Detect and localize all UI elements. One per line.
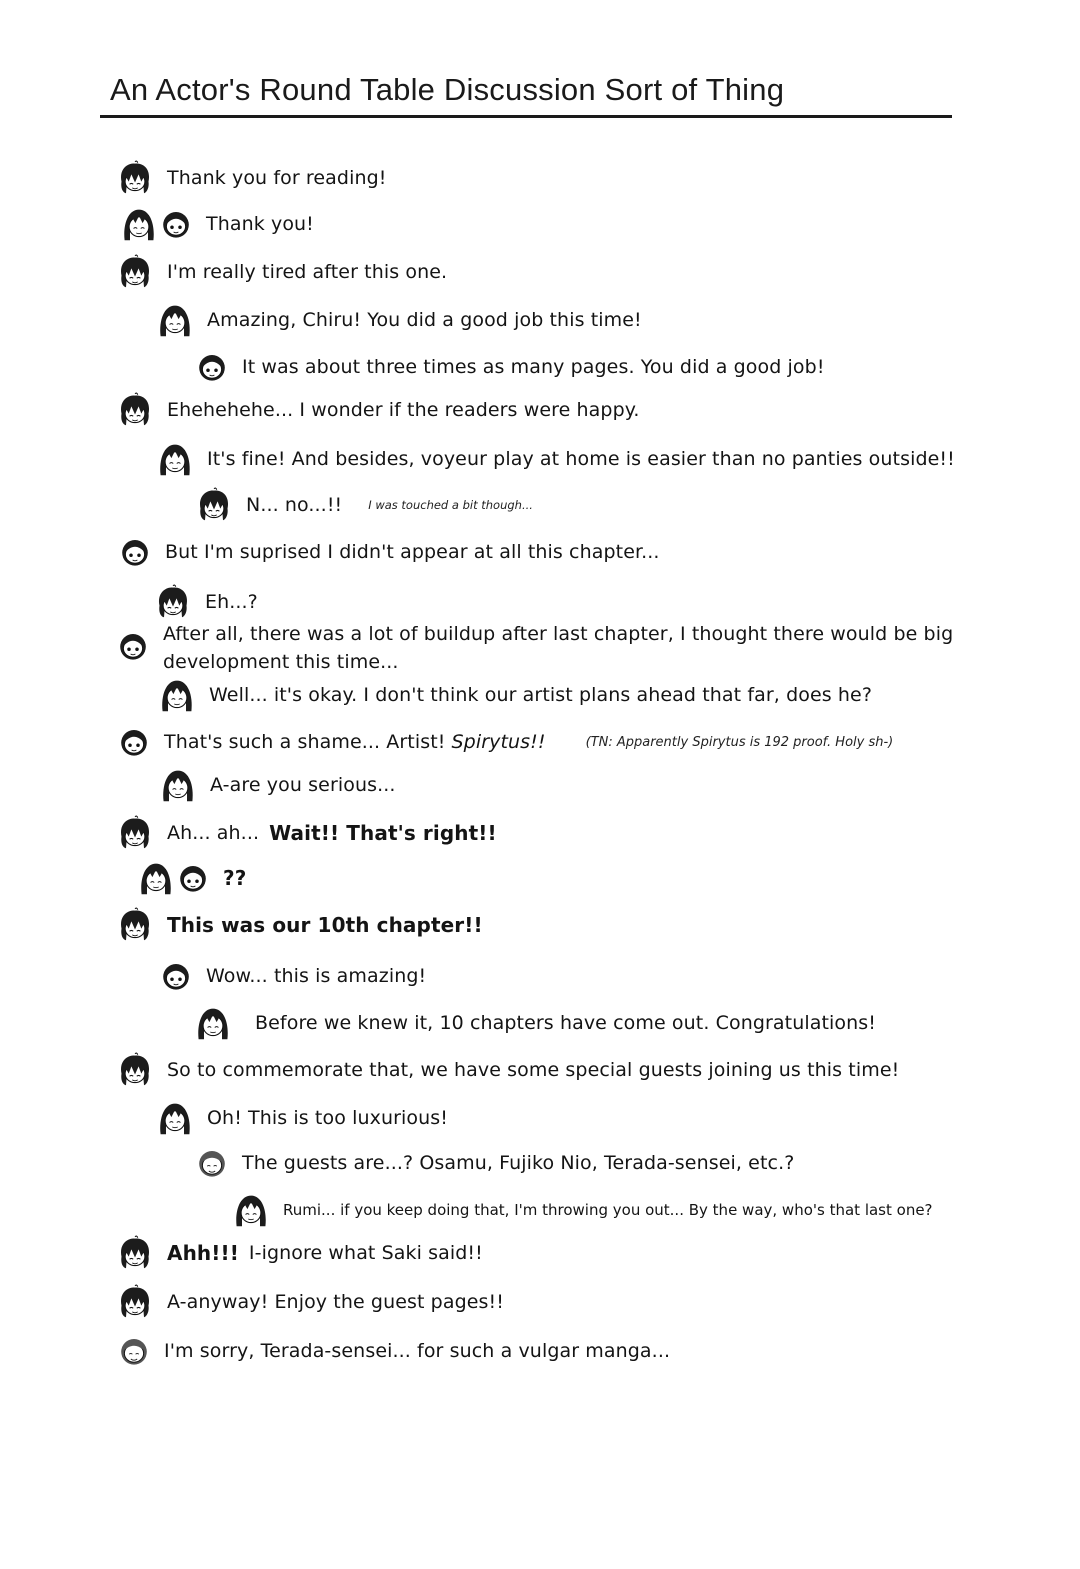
dialogue-aside: I was touched a bit though... bbox=[368, 498, 533, 512]
dialogue-text: Amazing, Chiru! You did a good job this time! bbox=[207, 309, 642, 331]
dialogue-line bbox=[118, 1335, 670, 1367]
dialogue-text: Thank you for reading! bbox=[167, 167, 387, 189]
dialogue-line bbox=[196, 1147, 794, 1179]
dialogue-line bbox=[157, 1100, 448, 1136]
dialogue-line bbox=[117, 907, 483, 943]
long-hair-girl-face-icon bbox=[157, 1100, 193, 1136]
round-face-girl-icon bbox=[117, 630, 149, 662]
chiru-face-icon bbox=[117, 392, 153, 428]
long-hair-girl-face-icon bbox=[157, 302, 193, 338]
dialogue-text: After all, there was a lot of buildup after last chapter, I thought there would be big development this time... bbox=[163, 623, 954, 673]
dialogue-text: Oh! This is too luxurious! bbox=[207, 1107, 448, 1129]
chiru-face-icon bbox=[117, 254, 153, 290]
page-title: An Actor's Round Table Discussion Sort of Thing bbox=[110, 72, 785, 107]
dialogue-line bbox=[160, 767, 396, 803]
dialogue-text: Before we knew it, 10 chapters have come out. Congratulations! bbox=[255, 1012, 876, 1034]
title-underline bbox=[100, 115, 952, 118]
dialogue-text: That's such a shame... Artist! bbox=[164, 731, 446, 753]
long-hair-girl-face-icon bbox=[195, 1005, 231, 1041]
dialogue-text: This was our 10th chapter!! bbox=[167, 913, 483, 937]
dialogue-line bbox=[117, 1052, 899, 1088]
dialogue-emphasis: Ahh!!! bbox=[167, 1241, 239, 1265]
gray-hair-girl-face-icon bbox=[196, 1147, 228, 1179]
chiru-face-icon bbox=[117, 1052, 153, 1088]
long-hair-girl-face-icon bbox=[157, 441, 193, 477]
dialogue-text: Rumi... if you keep doing that, I'm throwing you out... By the way, who's that last one? bbox=[283, 1201, 933, 1219]
dialogue-line bbox=[233, 1192, 933, 1228]
dialogue-line bbox=[117, 254, 447, 290]
dialogue-text: The guests are...? Osamu, Fujiko Nio, Terada-sensei, etc.? bbox=[242, 1152, 795, 1174]
dialogue-text: I-ignore what Saki said!! bbox=[248, 1242, 483, 1264]
dialogue-text: Ehehehehe... I wonder if the readers were happy. bbox=[167, 399, 640, 421]
dialogue-text: A-anyway! Enjoy the guest pages!! bbox=[167, 1291, 504, 1313]
dialogue-line bbox=[117, 392, 640, 428]
dialogue-text: ?? bbox=[223, 866, 247, 890]
dialogue-text: It's fine! And besides, voyeur play at home is easier than no panties outside!! bbox=[207, 448, 955, 470]
long-hair-girl-face-icon bbox=[159, 677, 195, 713]
dialogue-text: Wow... this is amazing! bbox=[206, 965, 427, 987]
dialogue-line bbox=[155, 584, 258, 620]
dialogue-text: Well... it's okay. I don't think our artist plans ahead that far, does he? bbox=[209, 684, 873, 706]
round-face-girl-icon bbox=[118, 726, 150, 758]
translator-note: (TN: Apparently Spirytus is 192 proof. Holy sh-) bbox=[585, 734, 894, 750]
round-face-girl-icon bbox=[196, 351, 228, 383]
dialogue-line bbox=[118, 726, 893, 758]
gray-hair-girl-face-icon bbox=[118, 1335, 150, 1367]
dialogue-line bbox=[157, 441, 955, 477]
dialogue-text: Ah... ah... bbox=[167, 822, 260, 844]
round-face-girl-icon bbox=[160, 960, 192, 992]
dialogue-emphasis: Spirytus!! bbox=[451, 731, 546, 753]
chiru-face-icon bbox=[117, 1235, 153, 1271]
long-hair-girl-face-icon bbox=[121, 206, 157, 242]
dialogue-line bbox=[195, 1005, 876, 1041]
dialogue-text: I'm sorry, Terada-sensei... for such a vulgar manga... bbox=[164, 1340, 671, 1362]
chiru-face-icon bbox=[117, 160, 153, 196]
dialogue-line bbox=[159, 677, 872, 713]
dialogue-text: But I'm suprised I didn't appear at all this chapter... bbox=[165, 541, 660, 563]
chiru-face-icon bbox=[155, 584, 191, 620]
dialogue-line bbox=[121, 206, 314, 242]
dialogue-line bbox=[119, 536, 660, 568]
dialogue-emphasis: Wait!! That's right!! bbox=[269, 821, 497, 845]
dialogue-text: A-are you serious... bbox=[210, 774, 396, 796]
dialogue-text: It was about three times as many pages. You did a good job! bbox=[242, 356, 825, 378]
chiru-face-icon bbox=[117, 907, 153, 943]
dialogue-line bbox=[160, 960, 426, 992]
dialogue-line bbox=[117, 815, 497, 851]
round-face-girl-icon bbox=[160, 208, 192, 240]
round-face-girl-icon bbox=[119, 536, 151, 568]
dialogue-line bbox=[117, 620, 963, 676]
dialogue-text: Eh...? bbox=[205, 591, 258, 613]
dialogue-line bbox=[117, 1284, 504, 1320]
dialogue-text: N... no...!! bbox=[246, 494, 343, 516]
chiru-face-icon bbox=[117, 1284, 153, 1320]
long-hair-girl-face-icon bbox=[233, 1192, 269, 1228]
dialogue-line bbox=[157, 302, 642, 338]
chiru-face-icon bbox=[196, 487, 232, 523]
long-hair-girl-face-icon bbox=[160, 767, 196, 803]
dialogue-line bbox=[117, 1235, 483, 1271]
dialogue-line bbox=[117, 160, 386, 196]
dialogue-text: I'm really tired after this one. bbox=[167, 261, 448, 283]
round-face-girl-icon bbox=[177, 862, 209, 894]
dialogue-text: So to commemorate that, we have some special guests joining us this time! bbox=[167, 1059, 900, 1081]
chiru-face-icon bbox=[117, 815, 153, 851]
dialogue-line bbox=[196, 487, 533, 523]
dialogue-line bbox=[138, 860, 246, 896]
dialogue-text: Thank you! bbox=[206, 213, 314, 235]
long-hair-girl-face-icon bbox=[138, 860, 174, 896]
dialogue-line bbox=[196, 351, 825, 383]
